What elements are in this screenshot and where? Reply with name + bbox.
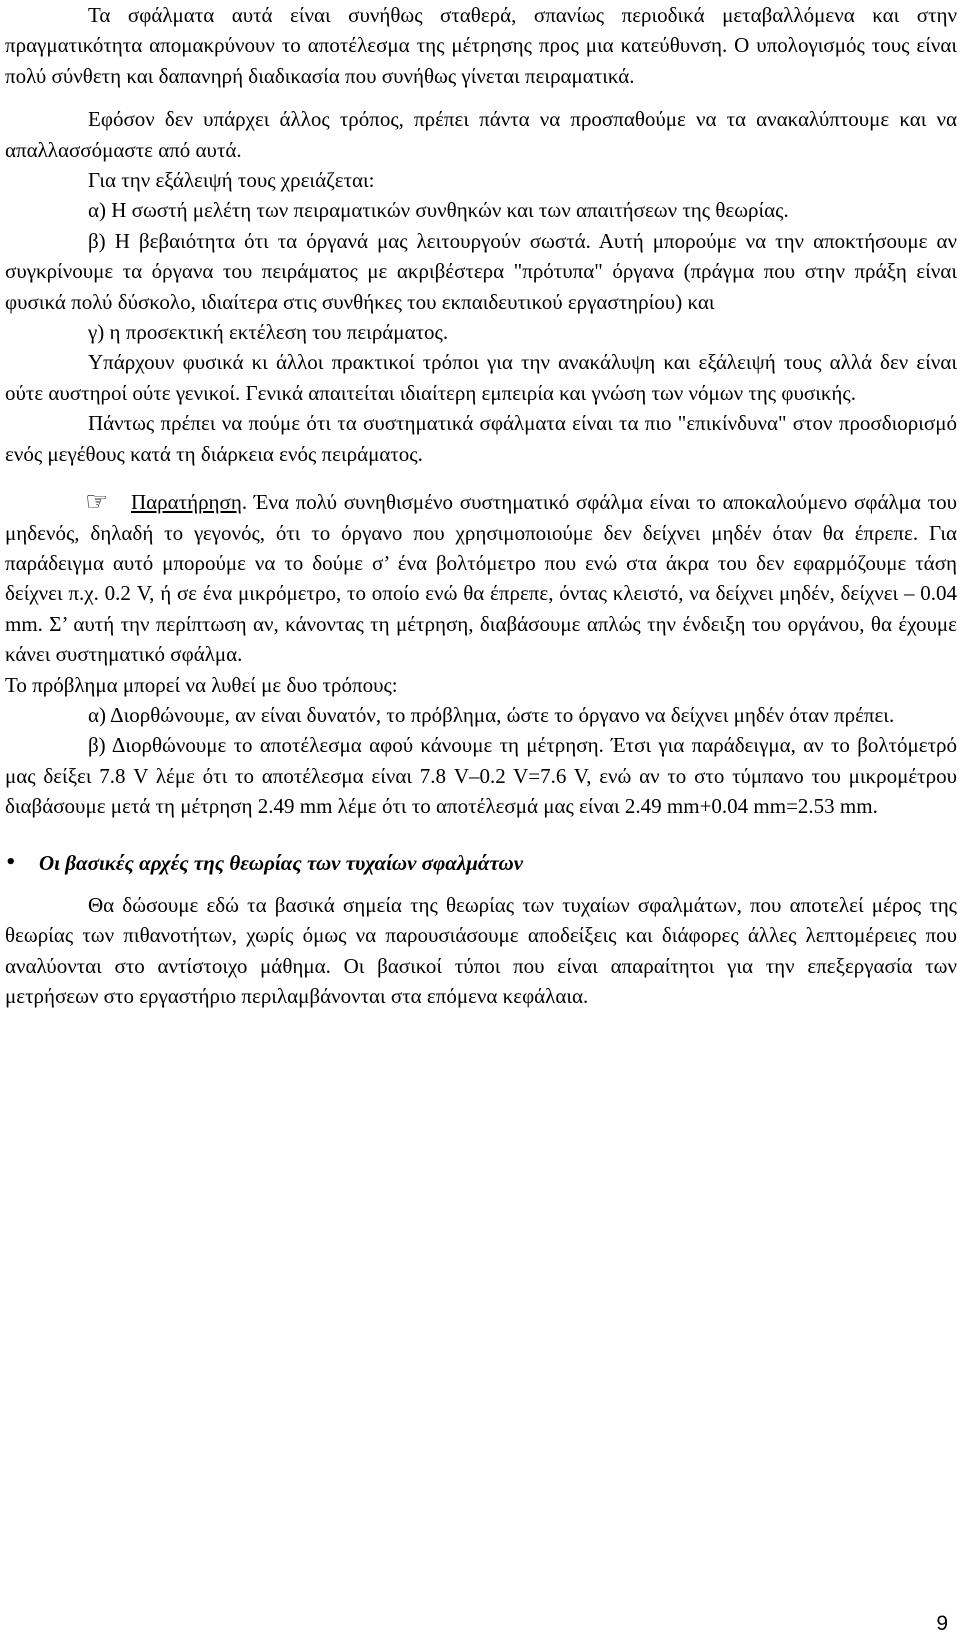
pointing-hand-icon: ☞ bbox=[85, 487, 109, 518]
note-followup: Το πρόβλημα μπορεί να λυθεί με δυο τρόπους: bbox=[5, 672, 398, 697]
page-number: 9 bbox=[936, 1612, 948, 1635]
section-body: Θα δώσουμε εδώ τα βασικά σημεία της θεωρίας των τυχαίων σφαλμάτων, που αποτελεί μέρος της θεωρίας των πιθανοτήτων, χωρίς όμως να παρουσιάσουμε αποδείξεις και διάφορες άλλες λεπτομέρειες που αναλύονται στο αντίστοιχο μάθημα. Οι βασικοί τύποι που είναι απαραίτητοι για την επεξεργασία των μετρήσεων στο εργαστήριο περιλαμβάνονται στα επόμενα κεφάλαια. bbox=[5, 892, 957, 1009]
list-item-b-instruments: β) Η βεβαιότητα ότι τα όργανά μας λειτουργούν σωστά. Αυτή μπορούμε να την αποκτήσουμε αν συγκρίνουμε τα όργανα του πειράματος με ακριβέστερα "πρότυπα" όργανα (πράγμα που στην πράξη είναι φυσικά πολύ δύσκολο, ιδιαίτερα στις συνθήκες του εκπαιδευτικού εργαστηρίου) και bbox=[5, 228, 957, 314]
note-option-b: β) Διορθώνουμε το αποτέλεσμα αφού κάνουμε τη μέτρηση. Έτσι για παράδειγμα, αν το βολτόμετρό μας δείξει 7.8 V λέμε ότι το αποτέλεσμα είναι 7.8 V–0.2 V=7.6 V, ενώ αν το στο τύμπανο του μικρομέτρου διαβάσουμε μετά τη μέτρηση 2.49 mm λέμε ότι το αποτέλεσμά μας είναι 2.49 mm+0.04 mm=2.53 mm. bbox=[5, 733, 957, 819]
note-text: . Ένα πολύ συνηθισμένο συστηματικό σφάλμα είναι το αποκαλούμενο σφάλμα του μηδενός, δηλαδή το γεγονός, ότι το όργανο που χρησιμοποιούμε δεν δείχνει μηδέν όταν θα έπρεπε. Για παράδειγμα αυτό μπορούμε να το δούμε σ’ ένα βολτόμετρο που ενώ στα άκρα του δεν εφαρμόζουμε τάση δείχνει π.χ. 0.2 V, ή σε ένα μικρόμετρο, το οποίο ενώ θα έπρεπε, όντας κλειστό, να δείχνει μηδέν, δείχνει – 0.04 mm. Σ’ αυτή την περίπτωση αν, κάνοντας τη μέτρηση, διαβάσουμε απλώς την ένδειξη του οργάνου, θα έχουμε κάνει συστηματικό σφάλμα. bbox=[5, 490, 957, 667]
list-item-c-execution: γ) η προσεκτική εκτέλεση του πειράματος. bbox=[88, 320, 449, 345]
paragraph-dangerous-errors: Πάντως πρέπει να πούμε ότι τα συστηματικά σφάλματα είναι τα πιο "επικίνδυνα" στον προσδιορισμό ενός μεγέθους κατά τη διάρκεια ενός πειράματος. bbox=[5, 411, 957, 466]
note-option-a: α) Διορθώνουμε, αν είναι δυνατόν, το πρόβλημα, ώστε το όργανο να δείχνει μηδέν όταν πρέπει. bbox=[88, 702, 895, 727]
paragraph-discover-errors: Εφόσον δεν υπάρχει άλλος τρόπος, πρέπει πάντα να προσπαθούμε να τα ανακαλύπτουμε και να απαλλασσόμαστε από αυτά. bbox=[5, 107, 957, 162]
paragraph-elimination-needs: Για την εξάλειψή τους χρειάζεται: bbox=[88, 168, 375, 193]
section-heading-text: Οι βασικές αρχές της θεωρίας των τυχαίων σφαλμάτων bbox=[39, 850, 524, 875]
paragraph-other-methods: Υπάρχουν φυσικά κι άλλοι πρακτικοί τρόποι για την ανακάλυψη και εξάλειψή τους αλλά δεν είναι ούτε αυστηροί ούτε γενικοί. Γενικά απαιτείται ιδιαίτερη εμπειρία και γνώση των νόμων της φυσικής. bbox=[5, 350, 957, 405]
list-item-a-study: α) Η σωστή μελέτη των πειραματικών συνθηκών και των απαιτήσεων της θεωρίας. bbox=[88, 198, 789, 223]
bullet-icon: • bbox=[5, 851, 17, 873]
document-page bbox=[5, 0, 957, 1012]
note-paragraph bbox=[5, 487, 957, 669]
paragraph-systematic-errors-intro: Τα σφάλματα αυτά είναι συνήθως σταθερά, σπανίως περιοδικά μεταβαλλόμενα και στην πραγματικότητα απομακρύνουν το αποτέλεσμα της μέτρησης προς μια κατεύθυνση. Ο υπολογισμός τους είναι πολύ σύνθετη και δαπανηρή διαδικασία που συνήθως γίνεται πειραματικά. bbox=[5, 3, 957, 88]
section-heading bbox=[5, 848, 957, 878]
note-label: Παρατήρηση bbox=[131, 490, 242, 515]
